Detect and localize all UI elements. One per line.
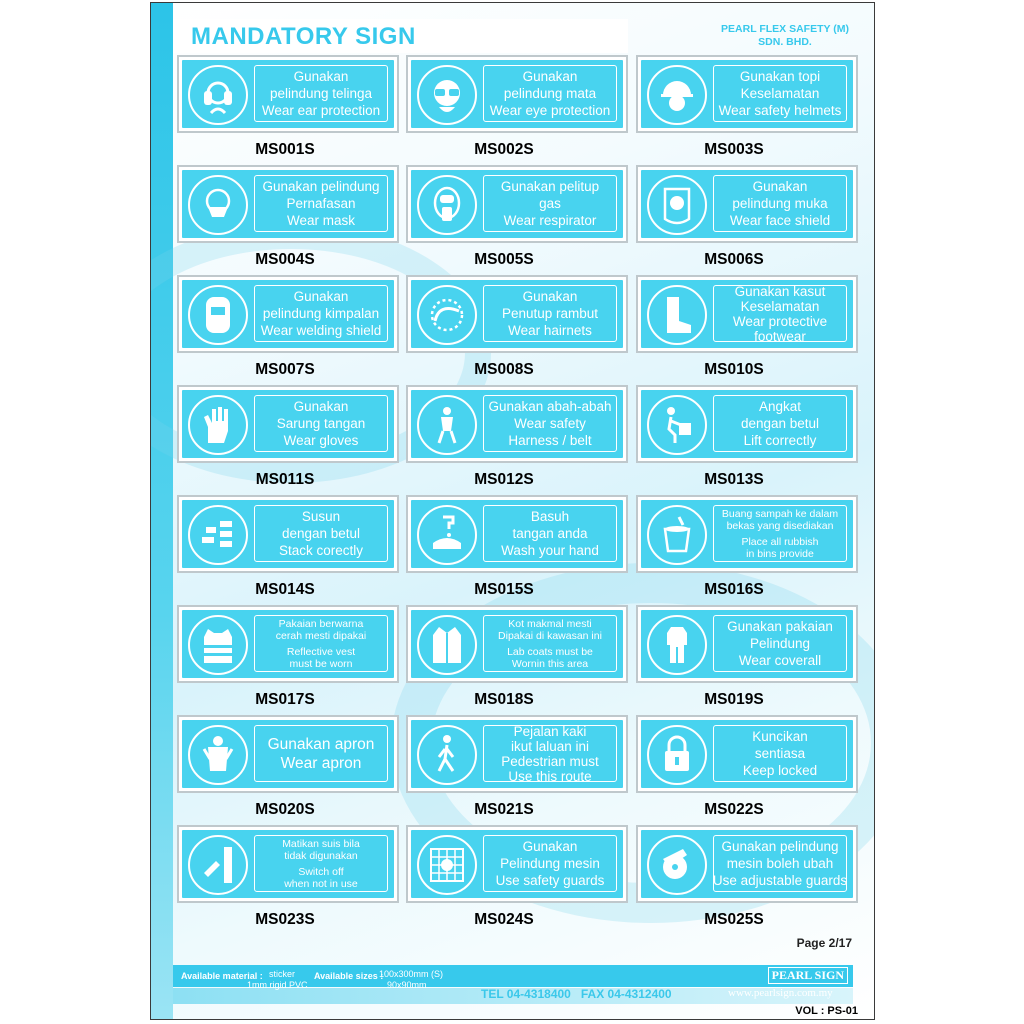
sign-panel bbox=[182, 60, 394, 128]
sign-ms005s bbox=[406, 165, 628, 243]
sign-text-line: Gunakan pelitup bbox=[500, 179, 600, 194]
sign-text-line: Penutup rambut bbox=[501, 306, 599, 321]
website: www.pearlsign.com.my bbox=[728, 987, 833, 999]
sign-text-line: dengan betul bbox=[281, 526, 361, 541]
sign-code: MS004S bbox=[255, 251, 315, 268]
sign-ms006s bbox=[636, 165, 858, 243]
sign-text-line: Gunakan apron bbox=[267, 735, 375, 753]
sign-code: MS016S bbox=[704, 581, 764, 598]
sign-panel bbox=[182, 500, 394, 568]
sign-code: MS019S bbox=[704, 691, 764, 708]
sign-code: MS014S bbox=[255, 581, 315, 598]
sign-text-line: Gunakan kasut bbox=[734, 283, 826, 299]
sign-text-line: Gunakan bbox=[293, 289, 349, 304]
lab-coat-icon bbox=[417, 615, 477, 675]
sign-ms001s bbox=[177, 55, 399, 133]
sign-text-line: Lift correctly bbox=[743, 433, 817, 448]
sign-text-box bbox=[713, 835, 847, 892]
sign-text-line: pelindung muka bbox=[732, 196, 828, 211]
sign-text-box bbox=[483, 615, 617, 672]
sign-panel bbox=[641, 60, 853, 128]
sign-text-box bbox=[713, 615, 847, 672]
sign-code: MS006S bbox=[704, 251, 764, 268]
reflective-vest-icon bbox=[188, 615, 248, 675]
sign-code: MS002S bbox=[474, 141, 534, 158]
safety-boot-icon bbox=[647, 285, 707, 345]
sign-code: MS015S bbox=[474, 581, 534, 598]
sign-text-line: Keselamatan bbox=[740, 298, 820, 314]
sign-text-line: Wear safety helmets bbox=[718, 103, 842, 118]
sign-text-line: Lab coats must be bbox=[507, 645, 593, 658]
sign-code: MS008S bbox=[474, 361, 534, 378]
telephone bbox=[481, 987, 672, 1001]
safety-harness-icon bbox=[417, 395, 477, 455]
sign-text-line: Keselamatan bbox=[740, 86, 820, 101]
sign-panel bbox=[641, 720, 853, 788]
sign-text-line: Use safety guards bbox=[495, 873, 605, 888]
side-band bbox=[151, 3, 173, 1020]
sign-text-line: Sarung tangan bbox=[276, 416, 366, 431]
sign-text-box bbox=[713, 725, 847, 782]
sign-text-line: Wear coverall bbox=[738, 653, 822, 668]
sign-text-line: Wear protective bbox=[732, 313, 828, 329]
sign-text-line: in bins provide bbox=[746, 547, 814, 560]
sign-text-box bbox=[254, 615, 388, 672]
sign-text-line: Gunakan abah-abah bbox=[488, 399, 612, 414]
sign-text-box bbox=[254, 175, 388, 232]
sign-panel bbox=[641, 610, 853, 678]
sign-ms017s bbox=[177, 605, 399, 683]
sign-text-box bbox=[254, 725, 388, 782]
sign-text-line: Gunakan bbox=[752, 179, 808, 194]
stack-boxes-icon bbox=[188, 505, 248, 565]
machine-guard-icon bbox=[417, 835, 477, 895]
sign-ms013s bbox=[636, 385, 858, 463]
ear-protection-icon bbox=[188, 65, 248, 125]
sign-panel bbox=[182, 390, 394, 458]
sign-text-box bbox=[713, 505, 847, 562]
sign-code: MS001S bbox=[255, 141, 315, 158]
material-label: Available material : bbox=[181, 971, 263, 981]
sign-text-line: Gunakan pelindung bbox=[721, 839, 839, 854]
eye-protection-icon bbox=[417, 65, 477, 125]
sign-text-line: gas bbox=[539, 196, 561, 211]
sign-code: MS020S bbox=[255, 801, 315, 818]
sign-panel bbox=[411, 60, 623, 128]
sign-panel bbox=[641, 390, 853, 458]
size-value-1: 100x300mm (S) bbox=[379, 969, 444, 979]
sign-text-box bbox=[254, 395, 388, 452]
sign-text-line: Susun bbox=[301, 509, 341, 524]
sign-code: MS018S bbox=[474, 691, 534, 708]
pedestrian-icon bbox=[417, 725, 477, 785]
sign-text-box bbox=[713, 65, 847, 122]
sign-text-line: Gunakan topi bbox=[739, 69, 821, 84]
sign-text-line: Wear eye protection bbox=[489, 103, 611, 118]
sign-text-line: Buang sampah ke dalam bbox=[721, 507, 839, 520]
sign-text-line: Wornin this area bbox=[511, 657, 589, 670]
sign-ms019s bbox=[636, 605, 858, 683]
coverall-icon bbox=[647, 615, 707, 675]
sign-text-box bbox=[483, 175, 617, 232]
sign-text-box bbox=[713, 285, 847, 342]
padlock-icon bbox=[647, 725, 707, 785]
sign-panel bbox=[182, 170, 394, 238]
sign-text-line: Gunakan bbox=[522, 289, 578, 304]
sign-text-line: Wear safety bbox=[514, 416, 586, 431]
sign-panel bbox=[182, 280, 394, 348]
sign-text-line: Pakaian berwarna bbox=[278, 617, 364, 630]
sign-ms023s bbox=[177, 825, 399, 903]
welding-shield-icon bbox=[188, 285, 248, 345]
sign-ms020s bbox=[177, 715, 399, 793]
sign-catalog-sheet bbox=[150, 2, 875, 1020]
sign-code: MS023S bbox=[255, 911, 315, 928]
sign-code: MS022S bbox=[704, 801, 764, 818]
sign-text-line: Pernafasan bbox=[286, 196, 356, 211]
rubbish-bin-icon bbox=[647, 505, 707, 565]
sign-text-line: Use this route bbox=[508, 768, 592, 784]
sign-panel bbox=[182, 720, 394, 788]
sign-text-line: Pedestrian must bbox=[501, 753, 599, 769]
sign-text-box bbox=[713, 395, 847, 452]
sign-text-line: Pelindung bbox=[749, 636, 811, 651]
material-value-1: sticker bbox=[269, 969, 296, 979]
sign-text-line: Gunakan bbox=[522, 69, 578, 84]
sign-text-line: Wear face shield bbox=[729, 213, 831, 228]
sign-text-line: Wear apron bbox=[280, 754, 362, 772]
sign-text-line: Basuh bbox=[530, 509, 570, 524]
sign-ms004s bbox=[177, 165, 399, 243]
sign-text-line: Wear hairnets bbox=[508, 323, 592, 338]
sign-text-line: Use adjustable guards bbox=[712, 873, 848, 888]
sign-text-line: Wear gloves bbox=[283, 433, 359, 448]
sign-ms018s bbox=[406, 605, 628, 683]
sign-code: MS005S bbox=[474, 251, 534, 268]
sign-text-line: Pelindung mesin bbox=[500, 856, 600, 871]
sign-text-box bbox=[483, 285, 617, 342]
sign-text-line: Switch off bbox=[298, 865, 344, 878]
brand-logo: PEARL SIGN bbox=[768, 967, 848, 984]
sign-ms021s bbox=[406, 715, 628, 793]
sign-panel bbox=[411, 280, 623, 348]
sign-text-box bbox=[483, 505, 617, 562]
sign-code: MS007S bbox=[255, 361, 315, 378]
sign-text-box bbox=[254, 505, 388, 562]
company-name bbox=[710, 23, 860, 49]
sign-text-line: Wash your hand bbox=[501, 543, 599, 558]
lift-correctly-icon bbox=[647, 395, 707, 455]
sign-text-box bbox=[254, 65, 388, 122]
sign-panel bbox=[411, 500, 623, 568]
apron-icon bbox=[188, 725, 248, 785]
respirator-icon bbox=[417, 175, 477, 235]
sign-ms007s bbox=[177, 275, 399, 353]
sign-text-line: pelindung telinga bbox=[269, 86, 373, 101]
sign-ms016s bbox=[636, 495, 858, 573]
adjustable-guard-icon bbox=[647, 835, 707, 895]
sign-text-box bbox=[483, 395, 617, 452]
sign-text-line: cerah mesti dipakai bbox=[275, 629, 367, 642]
sign-panel bbox=[641, 830, 853, 898]
sign-text-line: Kuncikan bbox=[752, 729, 808, 744]
sign-panel bbox=[182, 610, 394, 678]
sign-text-line: Gunakan pakaian bbox=[727, 619, 833, 634]
sign-text-line: Wear welding shield bbox=[260, 323, 382, 338]
sign-panel bbox=[411, 170, 623, 238]
sign-text-line: dengan betul bbox=[740, 416, 820, 431]
sign-code: MS024S bbox=[474, 911, 534, 928]
page-number: Page 2/17 bbox=[796, 936, 852, 950]
volume-label: VOL : PS-01 bbox=[795, 1005, 858, 1017]
sign-panel bbox=[411, 720, 623, 788]
sign-text-line: mesin boleh ubah bbox=[726, 856, 834, 871]
sign-text-box bbox=[483, 835, 617, 892]
sign-text-line: pelindung kimpalan bbox=[262, 306, 380, 321]
fax-number: FAX 04-4312400 bbox=[580, 987, 672, 1001]
sign-code: MS011S bbox=[255, 471, 315, 488]
sign-text-line: Gunakan bbox=[293, 399, 349, 414]
tel-number: TEL 04-4318400 bbox=[481, 987, 571, 1001]
mask-icon bbox=[188, 175, 248, 235]
sign-panel bbox=[411, 830, 623, 898]
sign-code: MS017S bbox=[255, 691, 315, 708]
sign-text-line: bekas yang disediakan bbox=[726, 519, 834, 532]
sign-text-line: tidak digunakan bbox=[284, 849, 358, 862]
sign-text-line: Wear mask bbox=[286, 213, 355, 228]
sign-text-line: Place all rubbish bbox=[741, 535, 819, 548]
sign-ms002s bbox=[406, 55, 628, 133]
sign-text-line: ikut laluan ini bbox=[510, 738, 590, 754]
sign-ms010s bbox=[636, 275, 858, 353]
sign-ms025s bbox=[636, 825, 858, 903]
sizes-label: Available sizes : bbox=[314, 971, 384, 981]
face-shield-icon bbox=[647, 175, 707, 235]
sign-text-box bbox=[483, 65, 617, 122]
sign-ms022s bbox=[636, 715, 858, 793]
sign-panel bbox=[182, 830, 394, 898]
sign-text-line: Wear respirator bbox=[503, 213, 597, 228]
sign-panel bbox=[641, 170, 853, 238]
sign-code: MS013S bbox=[704, 471, 764, 488]
sign-code: MS010S bbox=[704, 361, 764, 378]
sign-ms014s bbox=[177, 495, 399, 573]
sign-panel bbox=[411, 610, 623, 678]
company-line-2: SDN. BHD. bbox=[758, 36, 812, 48]
sign-text-line: Matikan suis bila bbox=[282, 837, 360, 850]
sign-code: MS025S bbox=[704, 911, 764, 928]
sign-text-line: Wear ear protection bbox=[261, 103, 381, 118]
page-title: MANDATORY SIGN bbox=[191, 23, 416, 50]
sign-text-line: tangan anda bbox=[512, 526, 588, 541]
sign-panel bbox=[641, 500, 853, 568]
sign-ms012s bbox=[406, 385, 628, 463]
sign-text-line: must be worn bbox=[289, 657, 353, 670]
sign-code: MS021S bbox=[474, 801, 534, 818]
sign-text-box bbox=[254, 285, 388, 342]
sign-text-line: when not in use bbox=[284, 877, 358, 890]
gloves-icon bbox=[188, 395, 248, 455]
sign-text-line: Harness / belt bbox=[508, 433, 592, 448]
company-line-1: PEARL FLEX SAFETY (M) bbox=[721, 23, 849, 35]
sign-ms015s bbox=[406, 495, 628, 573]
safety-helmet-icon bbox=[647, 65, 707, 125]
sign-text-box bbox=[483, 725, 617, 782]
material-value-2: 1mm rigid PVC bbox=[247, 980, 308, 990]
sign-text-line: Gunakan bbox=[293, 69, 349, 84]
sign-text-line: Angkat bbox=[758, 399, 802, 414]
sign-text-line: Dipakai di kawasan ini bbox=[498, 629, 602, 642]
wash-hands-icon bbox=[417, 505, 477, 565]
switch-off-icon bbox=[188, 835, 248, 895]
sign-text-box bbox=[254, 835, 388, 892]
sign-panel bbox=[411, 390, 623, 458]
sign-text-box bbox=[713, 175, 847, 232]
sign-text-line: sentiasa bbox=[754, 746, 806, 761]
sign-ms024s bbox=[406, 825, 628, 903]
sign-text-line: footwear bbox=[754, 328, 806, 344]
sign-panel bbox=[641, 280, 853, 348]
sign-ms008s bbox=[406, 275, 628, 353]
sign-text-line: Reflective vest bbox=[286, 645, 356, 658]
sign-ms011s bbox=[177, 385, 399, 463]
sign-text-line: Pejalan kaki bbox=[513, 723, 587, 739]
sign-ms003s bbox=[636, 55, 858, 133]
sign-text-line: Gunakan pelindung bbox=[262, 179, 380, 194]
sign-text-line: Gunakan bbox=[522, 839, 578, 854]
sign-text-line: Kot makmal mesti bbox=[508, 617, 592, 630]
sign-text-line: Keep locked bbox=[742, 763, 818, 778]
sign-code: MS012S bbox=[474, 471, 534, 488]
hairnet-icon bbox=[417, 285, 477, 345]
sign-text-line: Stack corectly bbox=[278, 543, 364, 558]
sign-code: MS003S bbox=[704, 141, 764, 158]
size-value-2: 90x90mm bbox=[387, 980, 427, 990]
sign-text-line: pelindung mata bbox=[503, 86, 597, 101]
